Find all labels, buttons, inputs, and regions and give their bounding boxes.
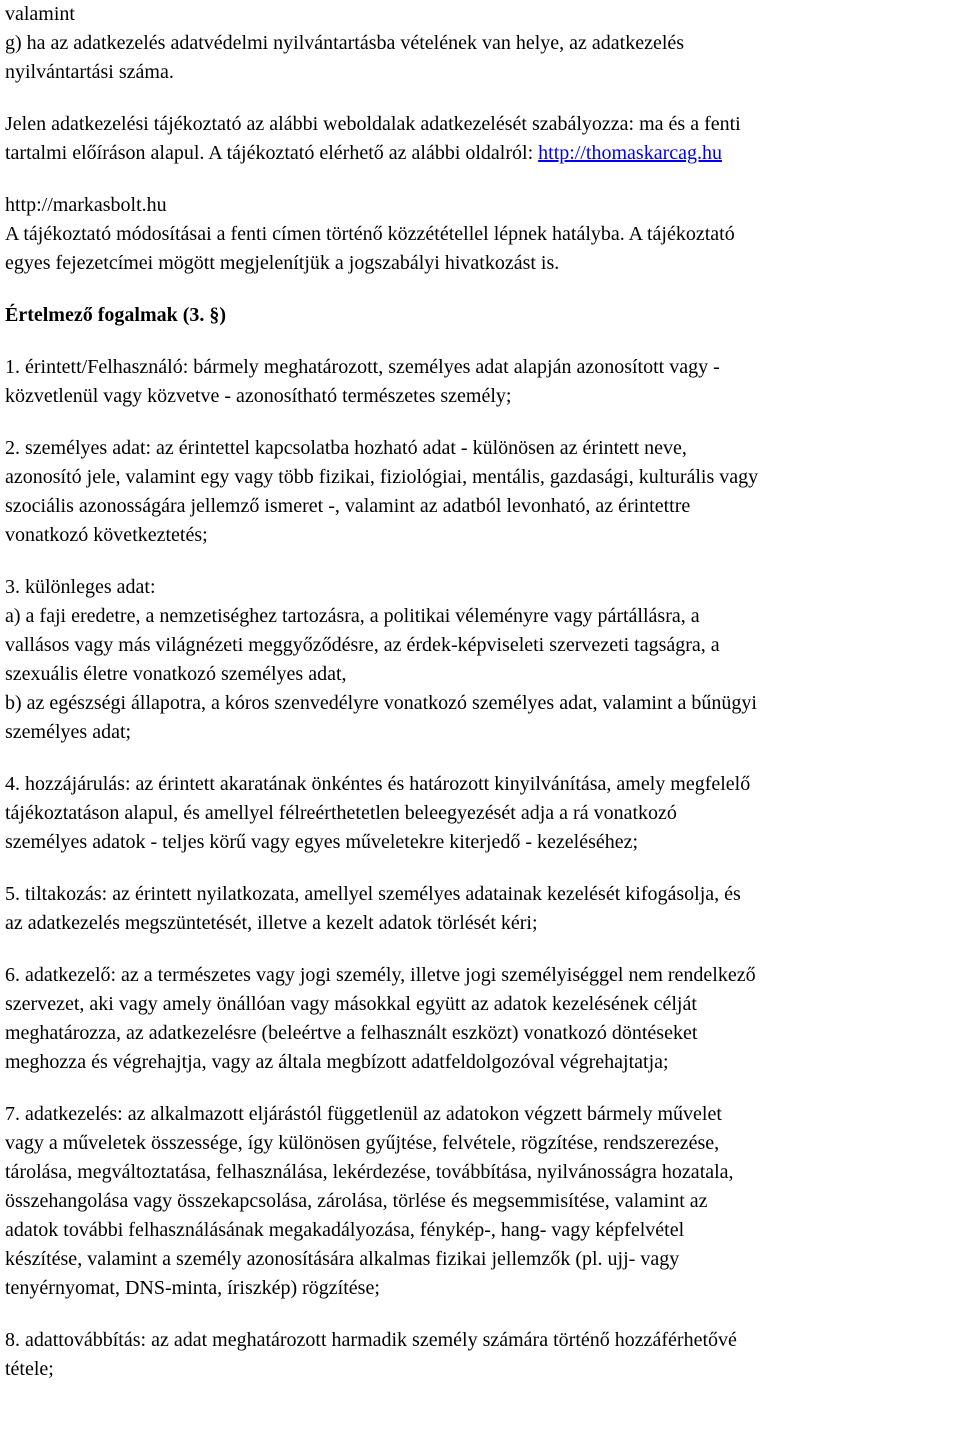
definition-item	[5, 770, 957, 857]
definition-line: összehangolása vagy összekapcsolása, zárolása, törlése és megsemmisítése, valamint az	[5, 1190, 708, 1212]
definition-item	[5, 1100, 957, 1303]
definition-line: szervezet, aki vagy amely önállóan vagy másokkal együtt az adatok kezelésének célját	[5, 993, 697, 1015]
definition-line: közvetlenül vagy közvetve - azonosítható természetes személy;	[5, 385, 512, 407]
definition-item	[5, 573, 957, 747]
scope-line: Jelen adatkezelési tájékoztató az alábbi weboldalak adatkezelését szabályozza: ma és a fenti	[5, 113, 741, 135]
definition-line: 5. tiltakozás: az érintett nyilatkozata, amellyel személyes adatainak kezelését kifogásolja, és	[5, 883, 741, 905]
definition-item	[5, 1326, 957, 1384]
definition-line: vagy a műveletek összessége, így különösen gyűjtése, felvétele, rögzítése, rendszerezése,	[5, 1132, 720, 1154]
thomaskarcag-link[interactable]: http://thomaskarcag.hu	[538, 142, 722, 164]
definition-line: szexuális életre vonatkozó személyes adat,	[5, 663, 347, 685]
definition-line: azonosító jele, valamint egy vagy több fizikai, fiziológiai, mentális, gazdasági, kulturális vagy	[5, 466, 759, 488]
definition-line: tenyérnyomat, DNS-minta, íriszkép) rögzítése;	[5, 1277, 380, 1299]
definition-line: a) a faji eredetre, a nemzetiséghez tartozásra, a politikai véleményre vagy pártállásra, a	[5, 605, 700, 627]
definition-line: 6. adatkezelő: az a természetes vagy jogi személy, illetve jogi személyiséggel nem rendelkező	[5, 964, 756, 986]
intro-line: valamint	[5, 3, 75, 25]
definition-line: 8. adattovábbítás: az adat meghatározott harmadik személy számára történő hozzáférhetővé	[5, 1329, 737, 1351]
definition-item	[5, 880, 957, 938]
definition-line: meghatározza, az adatkezelésre (beleértve a felhasznált eszközt) vonatkozó döntéseket	[5, 1022, 698, 1044]
definition-line: vonatkozó következtetés;	[5, 524, 208, 546]
definition-line: tájékoztatáson alapul, és amellyel félreérthetetlen beleegyezését adja a rá vonatkozó	[5, 802, 677, 824]
definition-line: az adatkezelés megszüntetését, illetve a kezelt adatok törlését kéri;	[5, 912, 538, 934]
definition-line: 7. adatkezelés: az alkalmazott eljárástól függetlenül az adatokon végzett bármely művelet	[5, 1103, 722, 1125]
markasbolt-link[interactable]: http://markasbolt.hu	[5, 194, 167, 216]
definition-line: vallásos vagy más világnézeti meggyőződésre, az érdek-képviseleti szervezeti tagságra, a	[5, 634, 720, 656]
definition-line: meghozza és végrehajtja, vagy az általa megbízott adatfeldolgozóval végrehajtatja;	[5, 1051, 669, 1073]
definition-line: készítése, valamint a személy azonosítására alkalmas fizikai jellemzők (pl. ujj- vagy	[5, 1248, 680, 1270]
definition-line: tárolása, megváltoztatása, felhasználása, lekérdezése, továbbítása, nyilvánosságra hozatala,	[5, 1161, 734, 1183]
definition-item	[5, 353, 957, 411]
scope-line: A tájékoztató módosításai a fenti címen történő közzététellel lépnek hatályba. A tájékoztató	[5, 223, 735, 245]
definition-item	[5, 434, 957, 550]
definition-line: 3. különleges adat:	[5, 576, 156, 598]
section-heading: Értelmező fogalmak (3. §)	[5, 304, 227, 326]
definition-line: szociális azonosságára jellemző ismeret -, valamint az adatból levonható, az érintettre	[5, 495, 691, 517]
definition-line: tétele;	[5, 1358, 54, 1380]
definition-line: 4. hozzájárulás: az érintett akaratának önkéntes és határozott kinyilvánítása, amely megfelelő	[5, 773, 751, 795]
intro-line: g) ha az adatkezelés adatvédelmi nyilvántartásba vételének van helye, az adatkezelés	[5, 32, 685, 54]
scope-line: egyes fejezetcímei mögött megjelenítjük a jogszabályi hivatkozást is.	[5, 252, 560, 274]
definitions-list	[5, 353, 957, 1384]
definition-line: személyes adat;	[5, 721, 132, 743]
definition-line: 1. érintett/Felhasználó: bármely meghatározott, személyes adat alapján azonosított vagy -	[5, 356, 720, 378]
scope-line-text: tartalmi előíráson alapul. A tájékoztató elérhető az alábbi oldalról:	[5, 142, 539, 164]
scope-line	[5, 139, 957, 168]
definition-line: személyes adatok - teljes körű vagy egyes műveletekre kiterjedő - kezeléséhez;	[5, 831, 639, 853]
definition-item	[5, 961, 957, 1077]
intro-line: nyilvántartási száma.	[5, 61, 174, 83]
definition-line: b) az egészségi állapotra, a kóros szenvedélyre vonatkozó személyes adat, valamint a bűnügyi	[5, 692, 757, 714]
definition-line: adatok további felhasználásának megakadályozása, fénykép-, hang- vagy képfelvétel	[5, 1219, 685, 1241]
definition-line: 2. személyes adat: az érintettel kapcsolatba hozható adat - különösen az érintett neve,	[5, 437, 687, 459]
document-page	[5, 0, 957, 1384]
